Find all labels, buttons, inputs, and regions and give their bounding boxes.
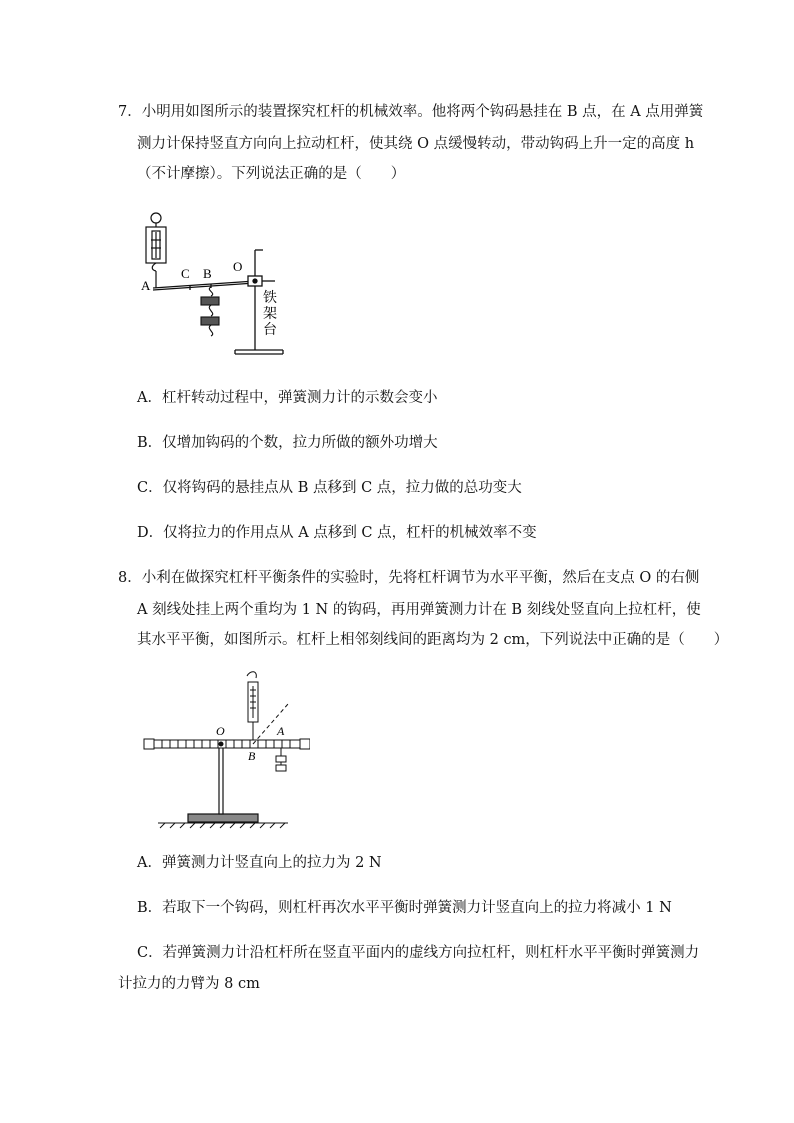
ground: [158, 823, 288, 828]
label-b: B: [203, 266, 212, 281]
hook-weights: [276, 748, 286, 771]
stand-char-3: 台: [263, 323, 277, 338]
spring-balance: [146, 213, 166, 288]
q7-option-a: A．杠杆转动过程中，弹簧测力计的示数会变小: [137, 390, 438, 406]
spring-balance: [247, 672, 258, 740]
q7-option-c: C．仅将钩码的悬挂点从 B 点移到 C 点，拉力做的总功变大: [137, 480, 522, 496]
stand-char-2: 架: [263, 307, 277, 322]
q7-stem-line3: （不计摩擦）。下列说法正确的是（ ）: [137, 166, 406, 182]
q7-option-b: B．仅增加钩码的个数，拉力所做的额外功增大: [137, 435, 438, 451]
label-b: B: [248, 749, 256, 763]
label-a: A: [141, 278, 151, 293]
q7-stem-line1: 7．小明用如图所示的装置探究杠杆的机械效率。他将两个钩码悬挂在 B 点，在 A 点用弹簧: [118, 104, 704, 120]
q8-option-c-line2: 计拉力的力臂为 8 cm: [118, 976, 260, 992]
stand-char-1: 铁: [263, 291, 277, 306]
q7-stem-line2: 测力计保持竖直方向向上拉动杠杆，使其绕 O 点缓慢转动，带动钩码上升一定的高度 h: [137, 136, 695, 152]
q8-option-a: A．弹簧测力计竖直向上的拉力为 2 N: [137, 855, 382, 871]
q7-option-d: D．仅将拉力的作用点从 A 点移到 C 点，杠杆的机械效率不变: [137, 525, 537, 541]
label-a: A: [277, 724, 285, 738]
q8-stem-line2: A 刻线处挂上两个重均为 1 N 的钩码，再用弹簧测力计在 B 刻线处竖直向上拉杠杆，使: [137, 602, 701, 618]
graduated-lever: [144, 739, 310, 749]
q8-option-c-line1: C．若弹簧测力计沿杠杆所在竖直平面内的虚线方向拉杠杆，则杠杆水平平衡时弹簧测力: [137, 945, 700, 961]
q8-option-b: B．若取下一个钩码，则杠杆再次水平平衡时弹簧测力计竖直向上的拉力将减小 1 N: [137, 900, 672, 916]
hook-weights: [201, 287, 219, 336]
label-c: C: [181, 266, 190, 281]
lever: [153, 281, 255, 290]
q7-figure: [135, 210, 295, 360]
q8-stem-line1: 8．小利在做探究杠杆平衡条件的实验时，先将杠杆调节为水平平衡，然后在支点 O 的右侧: [118, 570, 700, 586]
q8-stem-line3: 其水平平衡，如图所示。杠杆上相邻刻线间的距离均为 2 cm，下列说法中正确的是（ ）: [137, 632, 729, 648]
q8-figure: [140, 668, 310, 830]
label-o: O: [216, 724, 225, 738]
label-o: O: [233, 259, 243, 274]
